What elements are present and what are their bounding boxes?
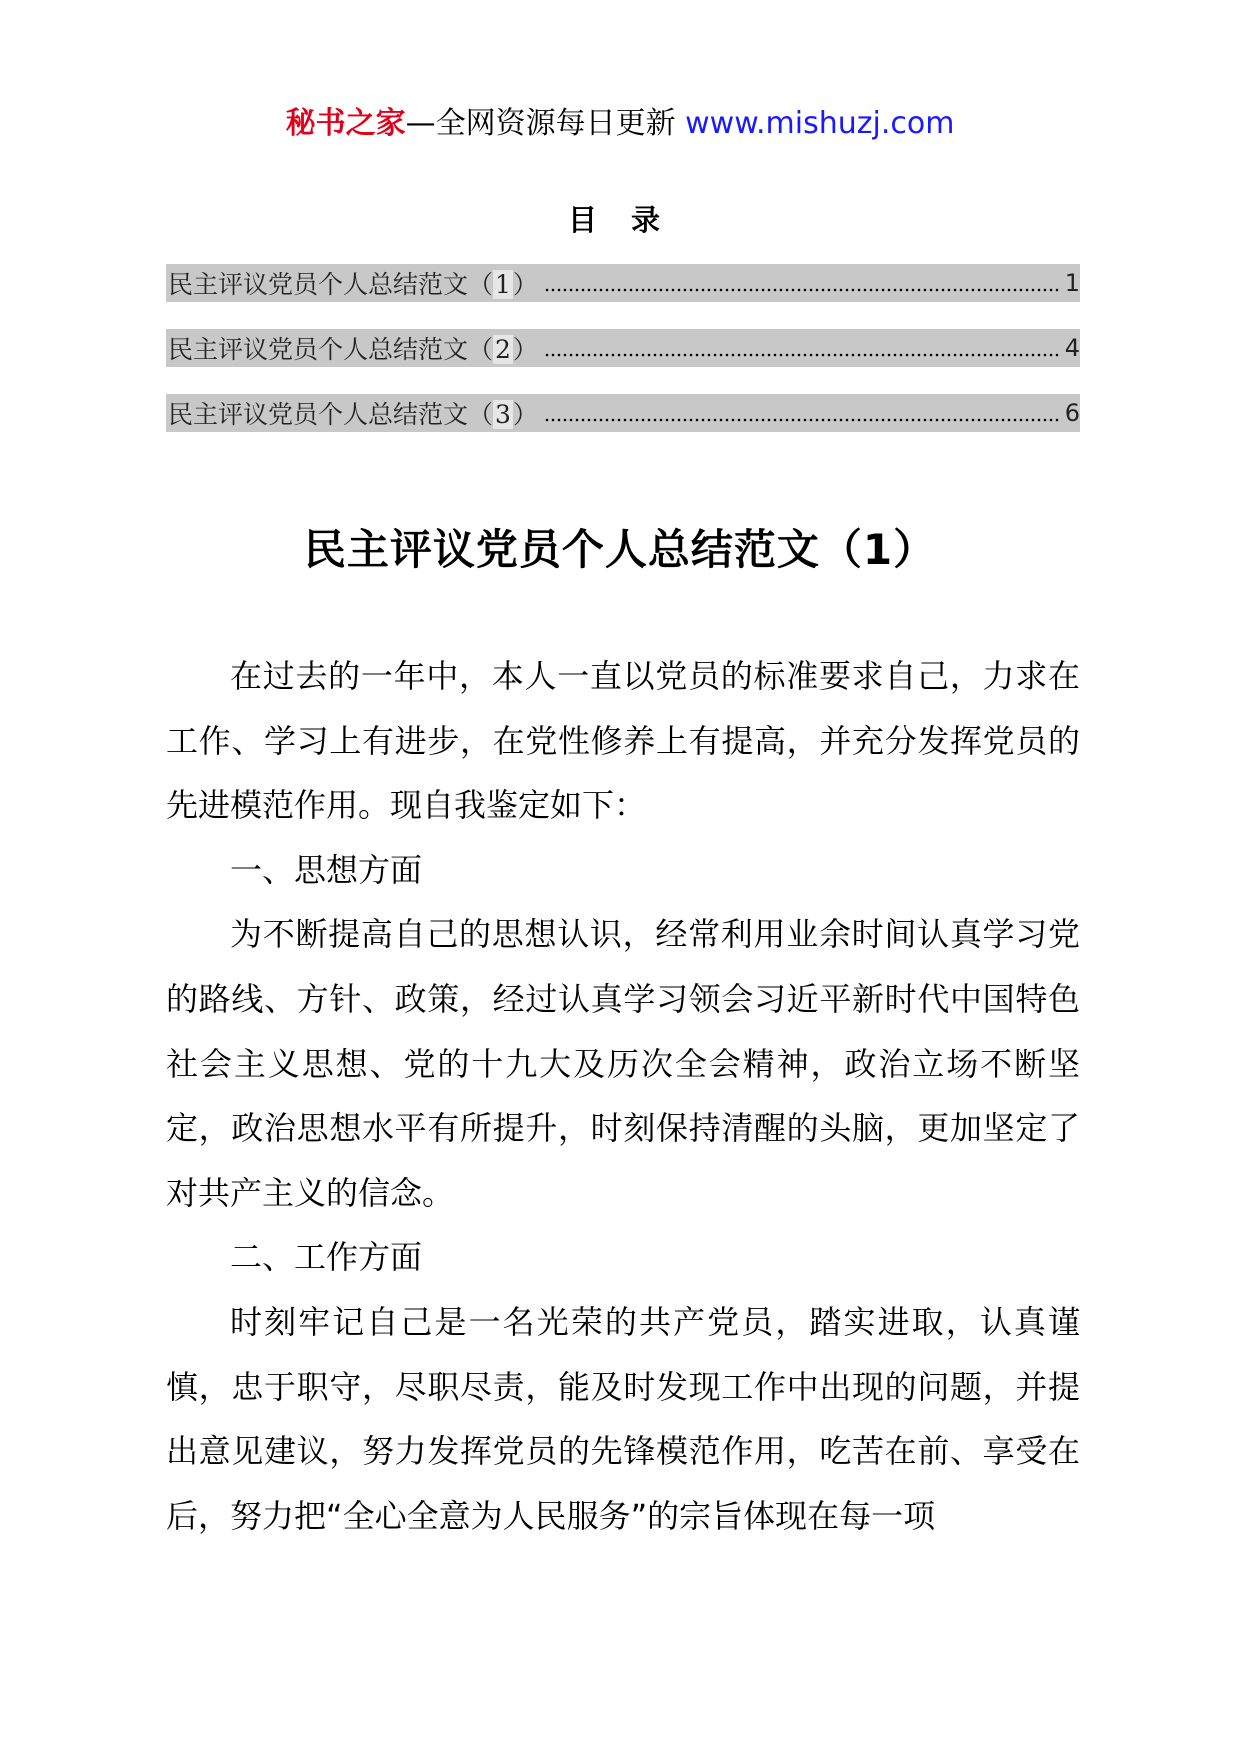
header-url-link[interactable]: www.mishuzj.com — [685, 106, 955, 141]
article-title: 民主评议党员个人总结范文（1） — [303, 525, 937, 574]
toc-entry-label: 民主评议党员个人总结范文（2） — [168, 335, 538, 364]
paragraph-work: 时刻牢记自己是一名光荣的共产党员，踏实进取，认真谨慎，忠于职守，尽职尽责，能及时发现工作中出现的问题，并提出意见建议，努力发挥党员的先锋模范作用，吃苦在前、享受在后，努力把“全心全意为人民服务”的宗旨体现在每一项 — [166, 1302, 1080, 1535]
toc-page-number: 1 — [1064, 269, 1080, 297]
toc-leader-dots — [544, 418, 1061, 422]
brand-name: 秘书之家 — [285, 106, 406, 141]
paragraph-thought: 为不断提高自己的思想认识，经常利用业余时间认真学习党的路线、方针、政策，经过认真学习领会习近平新时代中国特色社会主义思想、党的十九大及历次全会精神，政治立场不断坚定，政治思想水平有所提升，时刻保持清醒的头脑，更加坚定了对共产主义的信念。 — [166, 915, 1080, 1212]
header-tagline: —全网资源每日更新 — [405, 106, 686, 141]
toc-leader-dots — [544, 288, 1061, 292]
toc-entry-label: 民主评议党员个人总结范文（1） — [168, 270, 538, 299]
toc-entry-3[interactable] — [166, 394, 1080, 432]
toc-entry-label: 民主评议党员个人总结范文（3） — [168, 400, 538, 429]
site-header — [0, 104, 1240, 144]
article-body — [166, 644, 1080, 1548]
toc-title: 目 录 — [567, 203, 673, 237]
toc-entry-1[interactable] — [166, 264, 1080, 302]
toc-leader-dots — [544, 353, 1061, 357]
toc-page-number: 6 — [1064, 399, 1080, 427]
paragraph-intro: 在过去的一年中，本人一直以党员的标准要求自己，力求在工作、学习上有进步，在党性修养上有提高，并充分发挥党员的先进模范作用。现自我鉴定如下： — [166, 657, 1080, 825]
section-heading-work: 二、工作方面 — [230, 1238, 423, 1277]
toc-page-number: 4 — [1064, 334, 1080, 362]
toc-entry-2[interactable] — [166, 329, 1080, 367]
table-of-contents — [166, 264, 1080, 459]
section-heading-thought: 一、思想方面 — [230, 850, 423, 889]
